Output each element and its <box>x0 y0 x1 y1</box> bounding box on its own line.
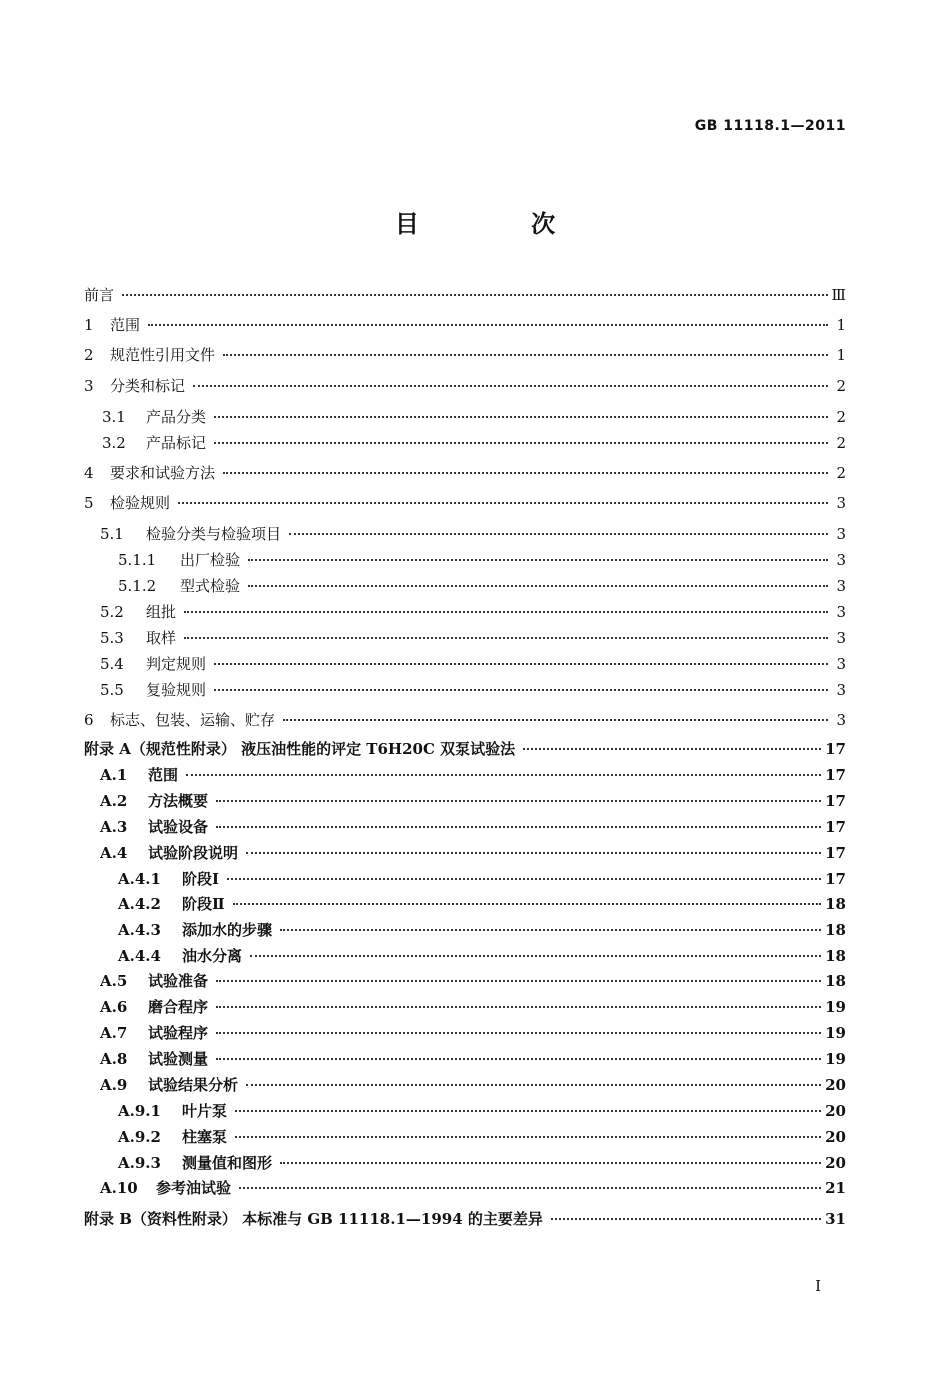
toc-leader <box>283 719 828 721</box>
toc-page: 3 <box>836 711 846 729</box>
toc-label: 柱塞泵 <box>182 1128 228 1146</box>
toc-number: A.7 <box>100 1024 128 1042</box>
toc-leader <box>248 559 828 561</box>
toc-entry-a-4-2[interactable] <box>118 893 846 915</box>
toc-entry-3-1[interactable] <box>102 406 846 428</box>
toc-page: 2 <box>836 434 846 452</box>
toc-page: 3 <box>836 629 846 647</box>
toc-leader <box>523 748 821 750</box>
toc-label: 阶段Ⅱ <box>182 895 225 913</box>
standard-code: GB 11118.1—2011 <box>694 118 846 134</box>
toc-entry-4[interactable] <box>84 462 846 484</box>
toc-label: 范围 <box>110 316 141 334</box>
toc-page: 3 <box>836 603 846 621</box>
toc-page: 17 <box>825 740 846 758</box>
toc-entry-5-1-1[interactable] <box>118 549 846 571</box>
toc-label: 要求和试验方法 <box>110 464 216 482</box>
toc-page: 2 <box>836 464 846 482</box>
toc-number: 5.3 <box>100 629 124 647</box>
toc-entry-5-3[interactable] <box>100 627 846 649</box>
toc-label: 油水分离 <box>182 947 243 965</box>
toc-label: 试验准备 <box>148 972 209 990</box>
toc-entry-1[interactable] <box>84 314 846 336</box>
toc-label: 分类和标记 <box>110 377 186 395</box>
toc-label: 试验设备 <box>148 818 209 836</box>
toc-label: 检验规则 <box>110 494 171 512</box>
toc-page: 31 <box>825 1210 846 1228</box>
toc-entry-a-3[interactable] <box>100 816 846 838</box>
toc-leader <box>551 1218 821 1220</box>
toc-page: 17 <box>825 844 846 862</box>
toc-entry-a-5[interactable] <box>100 970 846 992</box>
toc-number: A.6 <box>100 998 128 1016</box>
toc-label: 附录 A（规范性附录） 液压油性能的评定 T6H20C 双泵试验法 <box>84 740 516 758</box>
toc-page: 18 <box>825 972 846 990</box>
toc-number: A.2 <box>100 792 128 810</box>
toc-label: 试验测量 <box>148 1050 209 1068</box>
toc-label: 试验阶段说明 <box>148 844 239 862</box>
toc-leader <box>227 878 821 880</box>
toc-leader <box>214 663 828 665</box>
toc-leader <box>235 1136 821 1138</box>
toc-number: A.4 <box>100 844 128 862</box>
toc-number: A.8 <box>100 1050 128 1068</box>
toc-label: 检验分类与检验项目 <box>146 525 282 543</box>
toc-entry-a-10[interactable] <box>100 1177 846 1199</box>
toc-number: 5.1 <box>100 525 124 543</box>
toc-entry-a-1[interactable] <box>100 764 846 786</box>
toc-page: 3 <box>836 655 846 673</box>
toc-number: 5.2 <box>100 603 124 621</box>
toc-number: 6 <box>84 711 94 729</box>
toc-entry-a-4-3[interactable] <box>118 919 846 941</box>
toc-entry-a-9-1[interactable] <box>118 1100 846 1122</box>
toc-page: 18 <box>825 895 846 913</box>
toc-leader <box>223 472 828 474</box>
toc-number: A.10 <box>100 1179 138 1197</box>
toc-leader <box>223 354 828 356</box>
toc-page: 19 <box>825 998 846 1016</box>
toc-label: 试验程序 <box>148 1024 209 1042</box>
toc-leader <box>235 1110 821 1112</box>
toc-number: 2 <box>84 346 94 364</box>
toc-leader <box>122 294 828 296</box>
toc-leader <box>248 585 828 587</box>
toc-page: 3 <box>836 525 846 543</box>
toc-entry-5-1[interactable] <box>100 523 846 545</box>
toc-entry-a-9-3[interactable] <box>118 1152 846 1174</box>
toc-leader <box>214 416 828 418</box>
toc-entry-a-4[interactable] <box>100 842 846 864</box>
toc-leader <box>186 774 821 776</box>
toc-label: 方法概要 <box>148 792 209 810</box>
toc-label: 取样 <box>146 629 177 647</box>
toc-number: 5.1.1 <box>118 551 157 569</box>
toc-leader <box>193 385 828 387</box>
toc-entry-a-9[interactable] <box>100 1074 846 1096</box>
toc-number: 3.1 <box>102 408 126 426</box>
toc-number: A.9 <box>100 1076 128 1094</box>
toc-label: 标志、包装、运输、贮存 <box>110 711 276 729</box>
toc-label: 判定规则 <box>146 655 207 673</box>
toc-label: 磨合程序 <box>148 998 209 1016</box>
toc-label: 试验结果分析 <box>148 1076 239 1094</box>
toc-label: 出厂检验 <box>180 551 241 569</box>
toc-number: 5 <box>84 494 94 512</box>
toc-leader <box>239 1187 821 1189</box>
toc-label: 产品标记 <box>146 434 207 452</box>
toc-number: 3.2 <box>102 434 126 452</box>
toc-leader <box>280 929 821 931</box>
toc-page: 3 <box>836 551 846 569</box>
toc-page: 17 <box>825 818 846 836</box>
toc-number: A.9.1 <box>118 1102 161 1120</box>
toc-entry-a-6[interactable] <box>100 996 846 1018</box>
toc-leader <box>250 955 821 957</box>
toc-label: 复验规则 <box>146 681 207 699</box>
toc-entry-a-8[interactable] <box>100 1048 846 1070</box>
toc-page: 20 <box>825 1154 846 1172</box>
toc-page: 18 <box>825 947 846 965</box>
toc-page: 17 <box>825 870 846 888</box>
toc-entry-a-4-4[interactable] <box>118 945 846 967</box>
toc-entry-5-4[interactable] <box>100 653 846 675</box>
toc-number: A.1 <box>100 766 128 784</box>
toc-leader <box>280 1162 821 1164</box>
page-number: I <box>815 1277 821 1295</box>
toc-leader <box>178 502 828 504</box>
toc-leader <box>233 903 821 905</box>
toc-leader <box>289 533 828 535</box>
toc-leader <box>214 442 828 444</box>
toc-page: 1 <box>836 346 846 364</box>
toc-page: 2 <box>836 377 846 395</box>
toc-page: 3 <box>836 494 846 512</box>
toc-page: 20 <box>825 1128 846 1146</box>
toc-number: A.4.1 <box>118 870 161 888</box>
toc-number: 5.5 <box>100 681 124 699</box>
toc-entry-6[interactable] <box>84 709 846 731</box>
toc-page: 17 <box>825 766 846 784</box>
toc-entry-a-7[interactable] <box>100 1022 846 1044</box>
toc-leader <box>216 1032 821 1034</box>
toc-leader <box>216 1058 821 1060</box>
toc-entry-appendix-b[interactable] <box>84 1208 846 1230</box>
toc-label: 参考油试验 <box>156 1179 232 1197</box>
toc-leader <box>148 324 828 326</box>
toc-label: 型式检验 <box>180 577 241 595</box>
toc-page: 18 <box>825 921 846 939</box>
toc-leader <box>216 980 821 982</box>
toc-label: 产品分类 <box>146 408 207 426</box>
toc-leader <box>216 800 821 802</box>
toc-label: 规范性引用文件 <box>110 346 216 364</box>
toc-entry-a-9-2[interactable] <box>118 1126 846 1148</box>
toc-leader <box>214 689 828 691</box>
toc-label: 组批 <box>146 603 177 621</box>
toc-leader <box>216 826 821 828</box>
toc-entry-appendix-a[interactable] <box>84 738 846 760</box>
toc-leader <box>184 611 828 613</box>
toc-page: 3 <box>836 681 846 699</box>
toc-number: 3 <box>84 377 94 395</box>
toc-label: 添加水的步骤 <box>182 921 273 939</box>
toc-entry-5-1-2[interactable] <box>118 575 846 597</box>
toc-number: A.4.4 <box>118 947 161 965</box>
toc-number: 1 <box>84 316 94 334</box>
toc-number: A.4.3 <box>118 921 161 939</box>
toc-entry-3-2[interactable] <box>102 432 846 454</box>
page-title: 目 次 <box>394 210 608 238</box>
toc-page: Ⅲ <box>831 286 846 304</box>
toc-number: A.9.3 <box>118 1154 161 1172</box>
toc-page: 2 <box>836 408 846 426</box>
toc-entry-5[interactable] <box>84 492 846 514</box>
toc-number: 5.4 <box>100 655 124 673</box>
toc-leader <box>184 637 828 639</box>
toc-entry-foreword[interactable] <box>84 284 846 306</box>
toc-page: 20 <box>825 1102 846 1120</box>
toc-number: 5.1.2 <box>118 577 157 595</box>
toc-entry-a-4-1[interactable] <box>118 868 846 890</box>
toc-page: 19 <box>825 1024 846 1042</box>
toc-entry-2[interactable] <box>84 344 846 366</box>
toc-number: 4 <box>84 464 94 482</box>
toc-leader <box>246 852 821 854</box>
toc-page: 21 <box>825 1179 846 1197</box>
toc-page: 1 <box>836 316 846 334</box>
toc-label: 附录 B（资料性附录） 本标准与 GB 11118.1—1994 的主要差异 <box>84 1210 543 1228</box>
toc-page: 20 <box>825 1076 846 1094</box>
toc-page: 17 <box>825 792 846 810</box>
toc-leader <box>246 1084 821 1086</box>
toc-entry-a-2[interactable] <box>100 790 846 812</box>
toc-label: 前言 <box>84 286 115 304</box>
toc-number: A.9.2 <box>118 1128 161 1146</box>
toc-label: 范围 <box>148 766 179 784</box>
toc-page: 19 <box>825 1050 846 1068</box>
toc-entry-3[interactable] <box>84 375 846 397</box>
toc-entry-5-5[interactable] <box>100 679 846 701</box>
toc-label: 阶段Ⅰ <box>182 870 220 888</box>
toc-entry-5-2[interactable] <box>100 601 846 623</box>
toc-number: A.3 <box>100 818 128 836</box>
toc-page: 3 <box>836 577 846 595</box>
toc-label: 叶片泵 <box>182 1102 228 1120</box>
toc-label: 测量值和图形 <box>182 1154 273 1172</box>
toc-leader <box>216 1006 821 1008</box>
toc-number: A.4.2 <box>118 895 161 913</box>
toc-number: A.5 <box>100 972 128 990</box>
